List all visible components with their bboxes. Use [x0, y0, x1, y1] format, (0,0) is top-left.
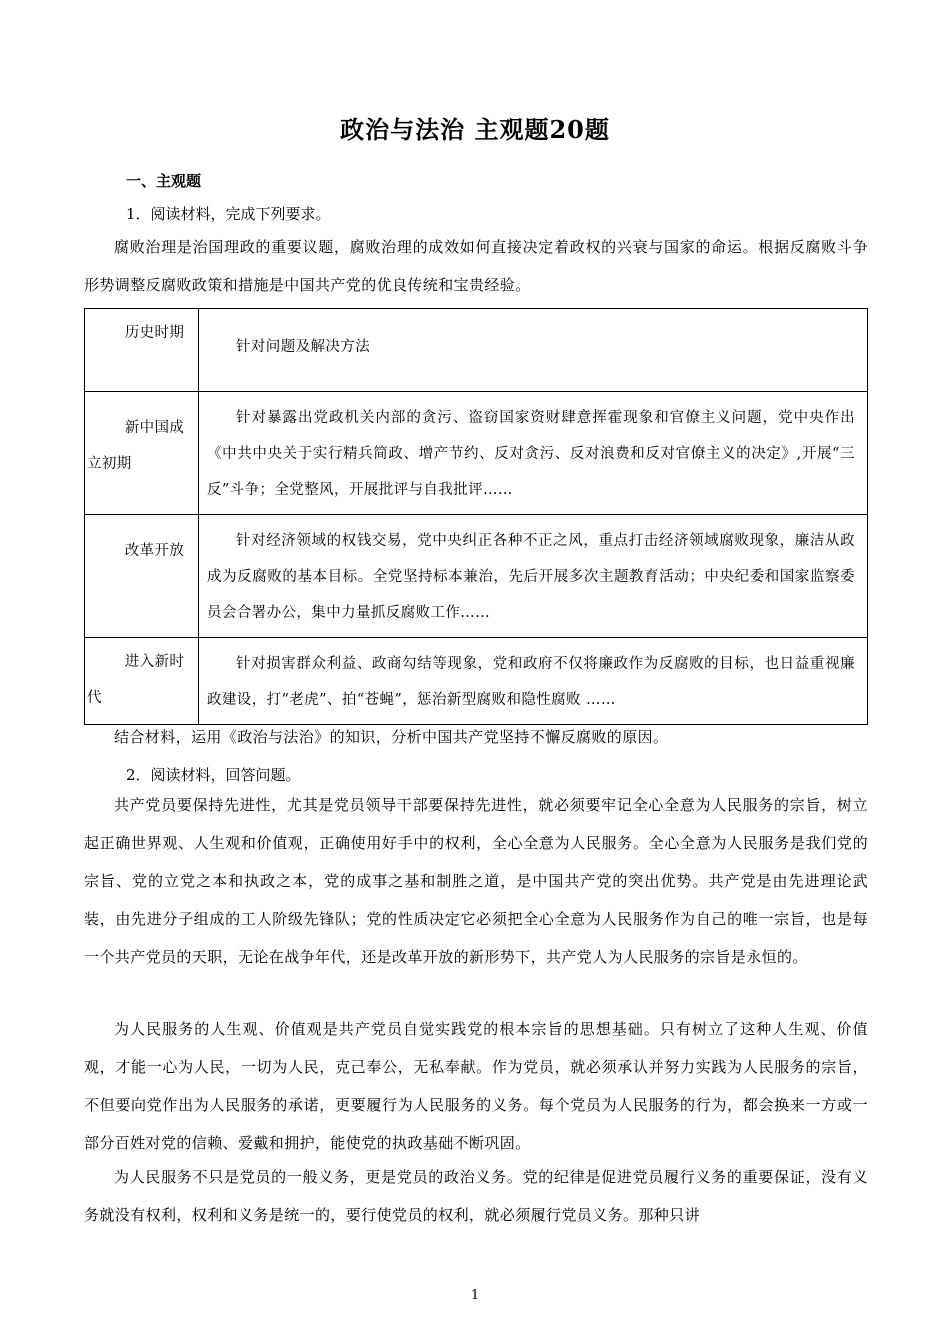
anti-corruption-table [84, 308, 868, 725]
page-number: 1 [470, 1288, 480, 1303]
table-cell-period: 新中国成立初期 [85, 392, 199, 515]
table-cell-desc: 针对经济领域的权钱交易，党中央纠正各种不正之风，重点打击经济领域腐败现象，廉洁从政成为反腐败的基本目标。全党坚持标本兼治，先后开展多次主题教育活动；中央纪委和国家监察委员会合署办公，集中力量抓反腐败工作…… [199, 515, 868, 638]
table-header-row [85, 309, 868, 392]
table-cell-period: 改革开放 [85, 515, 199, 638]
section-heading: 一、主观题 [126, 172, 202, 190]
table-row [85, 515, 868, 638]
question-1-intro: 腐败治理是治国理政的重要议题，腐败治理的成效如何直接决定着政权的兴衰与国家的命运。根据反腐败斗争形势调整反腐败政策和措施是中国共产党的优良传统和宝贵经验。 [84, 238, 868, 294]
question-1-label: 1．阅读材料，完成下列要求。 [126, 205, 331, 223]
table-header-period: 历史时期 [85, 309, 199, 392]
table-header-desc: 针对问题及解决方法 [199, 309, 868, 392]
table-row [85, 638, 868, 725]
question-2-paragraph: 共产党员要保持先进性，尤其是党员领导干部要保持先进性，就必须要牢记全心全意为人民服务的宗旨，树立起正确世界观、人生观和价值观，正确使用好手中的权利，全心全意为人民服务。全心全意为人民服务是我们党的宗旨、党的立党之本和执政之本，党的成事之基和制胜之道，是中国共产党的突出优势。共产党是由先进理论武装，由先进分子组成的工人阶级先锋队；党的性质决定它必须把全心全意为人民服务作为自己的唯一宗旨，也是每一个共产党员的天职，无论在战争年代，还是改革开放的新形势下，共产党人为人民服务的宗旨是永恒的。 [84, 796, 868, 966]
table-cell-desc: 针对损害群众利益、政商勾结等现象，党和政府不仅将廉政作为反腐败的目标，也日益重视廉政建设，打“老虎”、拍“苍蝇”，惩治新型腐败和隐性腐败 …… [199, 638, 868, 725]
page-title: 政治与法治 主观题20题 [340, 115, 610, 144]
table-cell-desc: 针对暴露出党政机关内部的贪污、盗窃国家资财肆意挥霍现象和官僚主义问题，党中央作出《中共中央关于实行精兵简政、增产节约、反对贪污、反对浪费和反对官僚主义的决定》,开展“三反”斗争；全党整风，开展批评与自我批评…… [199, 392, 868, 515]
question-1-prompt: 结合材料，运用《政治与法治》的知识，分析中国共产党坚持不懈反腐败的原因。 [114, 728, 669, 746]
table-cell-period: 进入新时代 [85, 638, 199, 725]
table-row [85, 392, 868, 515]
question-2-paragraph: 为人民服务不只是党员的一般义务，更是党员的政治义务。党的纪律是促进党员履行义务的重要保证，没有义务就没有权利，权利和义务是统一的，要行使党员的权利，就必须履行党员义务。那种只讲 [84, 1168, 868, 1224]
question-2-label: 2．阅读材料，回答问题。 [126, 766, 301, 784]
question-2-paragraph: 为人民服务的人生观、价值观是共产党员自觉实践党的根本宗旨的思想基础。只有树立了这种人生观、价值观，才能一心为人民，一切为人民，克己奉公，无私奉献。作为党员，就必须承认并努力实践为人民服务的宗旨，不但要向党作出为人民服务的承诺，更要履行为人民服务的义务。每个党员为人民服务的行为，都会换来一方或一部分百姓对党的信赖、爱戴和拥护，能使党的执政基础不断巩固。 [84, 1020, 868, 1152]
